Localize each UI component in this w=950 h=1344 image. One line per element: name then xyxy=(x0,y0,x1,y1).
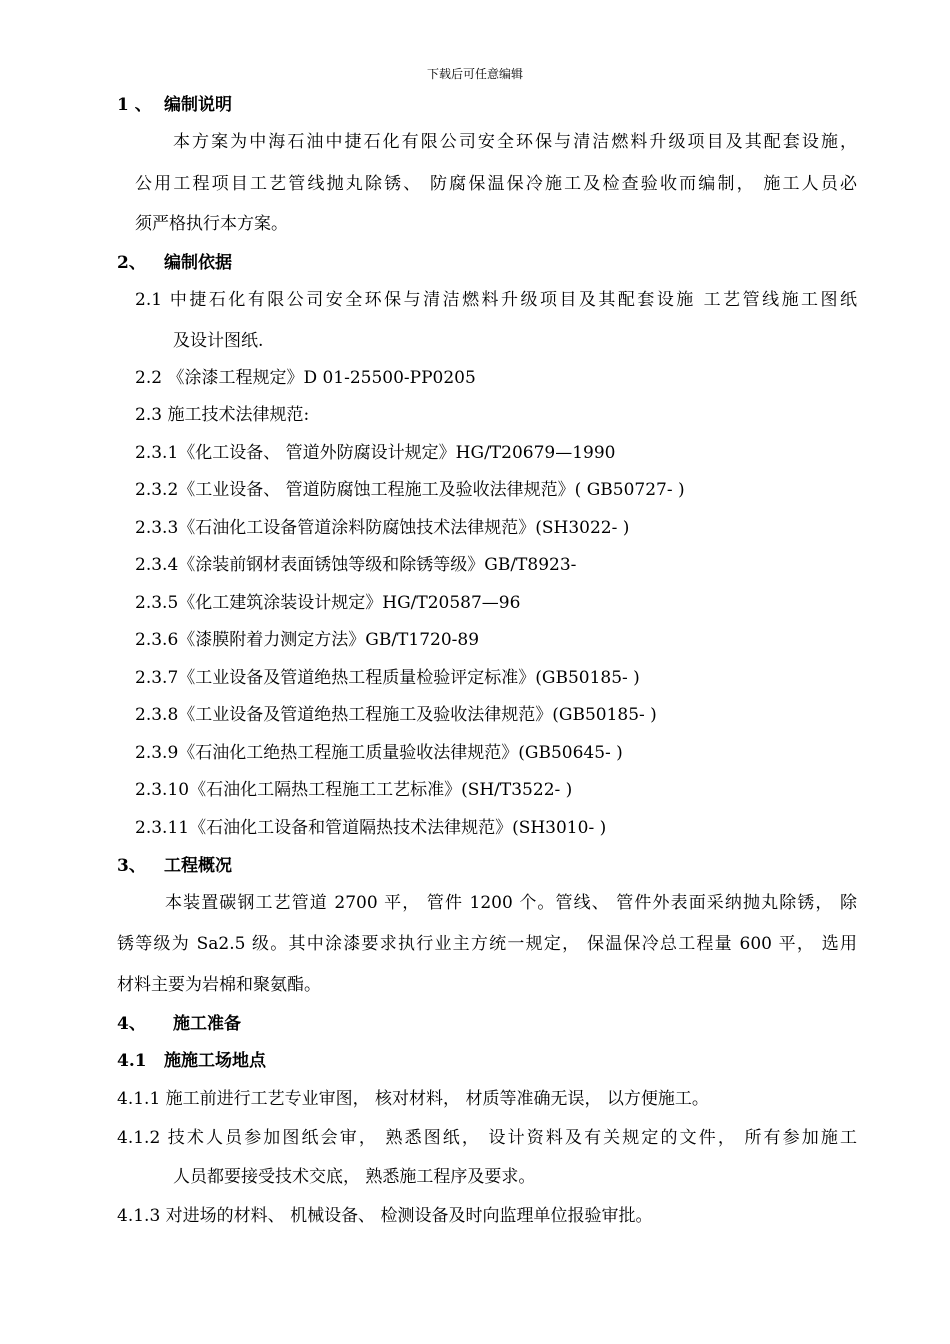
reference-item: 2.3.9《石油化工绝热工程施工质量验收法律规范》(GB50645- ) xyxy=(135,743,623,763)
section-3-title: 工程概况 xyxy=(164,856,232,876)
subsection-4-1-title: 施施工场地点 xyxy=(164,1051,266,1071)
section-2-heading xyxy=(117,252,232,274)
preparation-item: 4.1.2 技术人员参加图纸会审， 熟悉图纸， 设计资料及有关规定的文件， 所有参加施工 xyxy=(117,1128,857,1148)
section-1-paragraph-line-2: 公用工程项目工艺管线抛丸除锈、 防腐保温保冷施工及检查验收而编制， 施工人员必 xyxy=(135,174,857,194)
reference-item: 2.3.1《化工设备、 管道外防腐设计规定》HG/T20679—1990 xyxy=(135,443,616,463)
section-3-paragraph-line-3: 材料主要为岩棉和聚氨酯。 xyxy=(117,975,321,995)
reference-item: 2.3.8《工业设备及管道绝热工程施工及验收法律规范》(GB50185- ) xyxy=(135,705,657,725)
reference-item: 2.3.4《涂装前钢材表面锈蚀等级和除锈等级》GB/T8923- xyxy=(135,555,577,575)
reference-item: 2.3 施工技术法律规范: xyxy=(135,405,310,425)
section-3-paragraph-line-2: 锈等级为 Sa2.5 级。其中涂漆要求执行业主方统一规定， 保温保冷总工程量 600 平， 选用 xyxy=(117,934,857,954)
preparation-item: 人员都要接受技术交底， 熟悉施工程序及要求。 xyxy=(173,1167,536,1187)
section-4-title: 施工准备 xyxy=(173,1014,241,1034)
reference-item: 2.2 《涂漆工程规定》D 01-25500-PP0205 xyxy=(135,368,476,388)
reference-item: 及设计图纸. xyxy=(173,331,264,351)
section-1-heading xyxy=(117,94,232,116)
section-1-paragraph-line-1: 本方案为中海石油中捷石化有限公司安全环保与清洁燃料升级项目及其配套设施， xyxy=(173,132,857,152)
section-1-number: 1 、 xyxy=(117,95,152,115)
section-1-title: 编制说明 xyxy=(164,95,232,115)
page-header: 下载后可任意编辑 xyxy=(426,67,523,81)
section-3-heading xyxy=(117,855,232,877)
section-4-heading xyxy=(117,1013,241,1035)
section-1-paragraph-line-3: 须严格执行本方案。 xyxy=(135,214,288,234)
section-3-number: 3、 xyxy=(117,856,146,876)
preparation-item: 4.1.3 对进场的材料、 机械设备、 检测设备及时向监理单位报验审批。 xyxy=(117,1206,653,1226)
subsection-4-1-number: 4.1 xyxy=(117,1051,147,1071)
reference-item: 2.3.11《石油化工设备和管道隔热技术法律规范》(SH3010- ) xyxy=(135,818,607,838)
reference-item: 2.3.7《工业设备及管道绝热工程质量检验评定标准》(GB50185- ) xyxy=(135,668,640,688)
reference-item: 2.3.2《工业设备、 管道防腐蚀工程施工及验收法律规范》( GB50727- ) xyxy=(135,480,685,500)
section-4-number: 4、 xyxy=(117,1014,146,1034)
preparation-item: 4.1.1 施工前进行工艺专业审图， 核对材料， 材质等准确无误， 以方便施工。 xyxy=(117,1089,709,1109)
section-2-number: 2、 xyxy=(117,253,146,273)
reference-item: 2.3.3《石油化工设备管道涂料防腐蚀技术法律规范》(SH3022- ) xyxy=(135,518,630,538)
subsection-4-1-heading xyxy=(117,1050,266,1072)
reference-item: 2.3.6《漆膜附着力测定方法》GB/T1720-89 xyxy=(135,630,480,650)
section-2-title: 编制依据 xyxy=(164,253,232,273)
reference-item: 2.1 中捷石化有限公司安全环保与清洁燃料升级项目及其配套设施 工艺管线施工图纸 xyxy=(135,290,857,310)
reference-item: 2.3.5《化工建筑涂装设计规定》HG/T20587—96 xyxy=(135,593,521,613)
section-3-paragraph-line-1: 本装置碳钢工艺管道 2700 平， 管件 1200 个。管线、 管件外表面采纳抛丸除锈， 除 xyxy=(165,893,857,913)
reference-item: 2.3.10《石油化工隔热工程施工工艺标准》(SH/T3522- ) xyxy=(135,780,573,800)
